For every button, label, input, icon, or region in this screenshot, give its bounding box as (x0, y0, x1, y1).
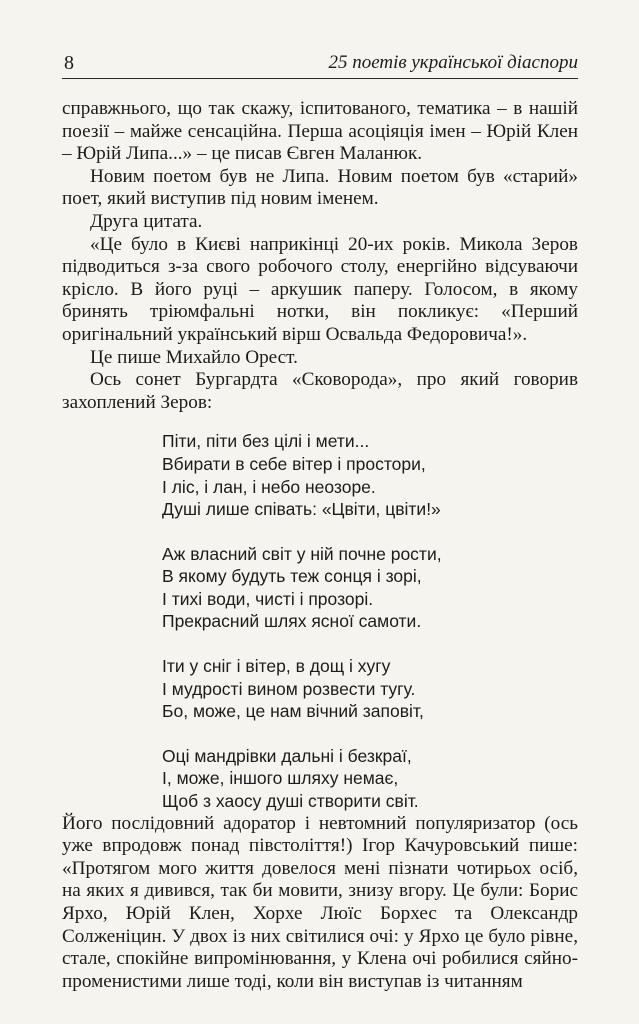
paragraph: «Це було в Києві наприкінці 20-их років. Микола Зеров підводиться з-за свого робочого столу, енергійно відсуваючи крісло. В його руці – аркушик паперу. Голосом, в якому бринять тріюмфальні нотки, він покликує: «Перший оригінальний український вірш Освальда Федоровича!». (62, 233, 578, 345)
poem-line: Іти у сніг і вітер, в дощ і хугу (162, 656, 391, 677)
page-header (62, 52, 578, 79)
paragraph: справжнього, що так скажу, іспитованого, тематика – в нашій поезії – майже сенсаційна. Перша асоціяція імен – Юрій Клен – Юрій Липа...» – це писав Євген Маланюк. (62, 98, 578, 165)
stanza (162, 543, 578, 633)
poem-line: І тихі води, чисті і прозорі. (162, 588, 374, 609)
paragraph: Це пише Михайло Орест. (90, 346, 298, 368)
paragraph: Ось сонет Бургардта «Сковорода», про який говорив захоплений Зеров: (62, 369, 578, 413)
poem-line: І ліс, і лан, і небо неозоре. (162, 476, 376, 497)
poem-line: Аж власний світ у ній почне рости, (162, 543, 442, 564)
poem-line: Вбирати в себе вітер і простори, (162, 453, 426, 474)
paragraph: Новим поетом був не Липа. Новим поетом був «старий» поет, який виступив під новим іменем. (62, 165, 578, 210)
running-title: 25 поетів української діаспори (328, 52, 578, 73)
poem-line: В якому будуть теж сонця і зорі, (162, 566, 422, 587)
poem-line: Щоб з хаосу душі створити світ. (162, 791, 419, 812)
paragraph: Друга цитата. (90, 210, 203, 232)
poem-line: Оці мандрівки дальні і безкраї, (162, 745, 412, 766)
paragraph: Його послідовний адоратор і невтомний популяризатор (ось уже впродовж понад півстоліття!) Ігор Качуровський пише: «Протягом мого життя довелося мені пізнати чотирьох осіб, на яких я дивився, так би мовити, знизу вгору. Це були: Борис Ярхо, Юрій Клен, Хорхе Люїс Борхес та Олександр Солженіцин. У двох із них світилися очі: у Ярхо це було рівне, стале, спокійне випромінювання, у Клена очі робилися сяйно-променистими лише тоді, коли він виступав із читанням (62, 812, 578, 992)
poem-line: Піти, піти без цілі і мети... (162, 431, 370, 452)
stanza (162, 655, 578, 723)
poem-line: Бо, може, це нам вічний заповіт, (162, 701, 424, 722)
sonnet (162, 430, 578, 812)
poem-line: Прекрасний шлях ясної самоти. (162, 611, 422, 632)
poem-line: І, може, іншого шляху немає, (162, 768, 399, 789)
stanza (162, 745, 578, 813)
stanza (162, 430, 578, 520)
poem-line: Душі лише співать: «Цвіти, цвіти!» (162, 499, 441, 520)
page-number: 8 (64, 52, 74, 74)
page-body (62, 98, 578, 993)
poem-line: І мудрості вином розвести тугу. (162, 678, 416, 699)
